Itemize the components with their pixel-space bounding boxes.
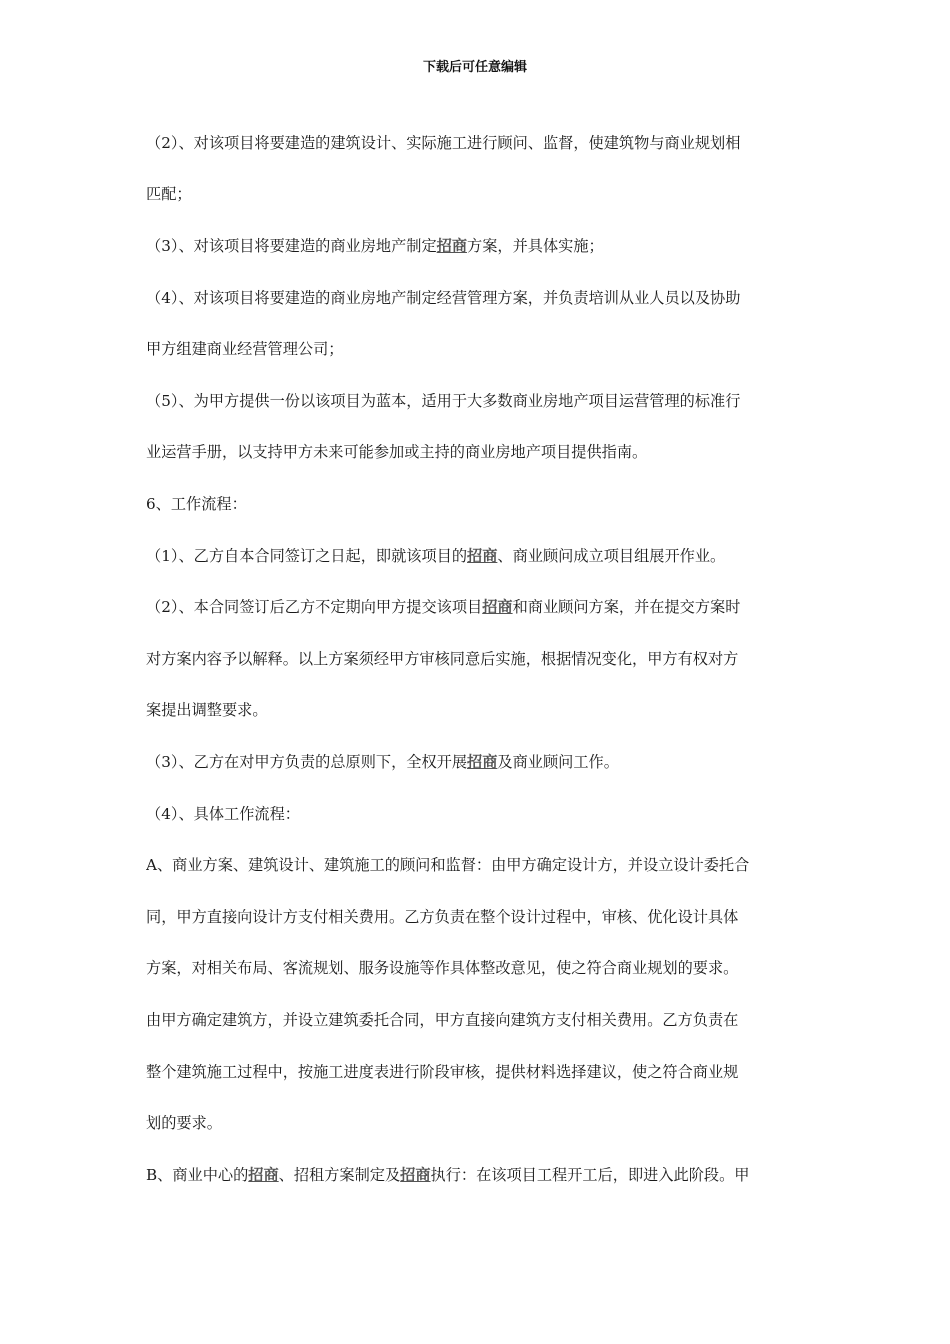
text-segment: 方案，对相关布局、客流规划、服务设施等作具体整改意见，使之符合商业规划的要求。 xyxy=(146,959,739,977)
text-segment: 方案，并具体实施； xyxy=(467,237,604,255)
text-segment: 同，甲方直接向设计方支付相关费用。乙方负责在整个设计过程中，审核、优化设计具体 xyxy=(146,908,739,926)
text-segment: 匹配； xyxy=(146,185,192,203)
text-line xyxy=(146,390,816,411)
text-segment: （4）、对该项目将要建造的商业房地产制定经营管理方案，并负责培训从业人员以及协助 xyxy=(146,289,741,307)
text-line xyxy=(146,699,816,720)
text-segment: 整个建筑施工过程中，按施工进度表进行阶段审核，提供材料选择建议，使之符合商业规 xyxy=(146,1063,739,1081)
text-line xyxy=(146,854,816,875)
text-line xyxy=(146,751,816,772)
text-segment: A、商业方案、建筑设计、建筑施工的顾问和监督：由甲方确定设计方，并设立设计委托合 xyxy=(146,856,750,874)
text-segment: 、商业顾问成立项目组展开作业。 xyxy=(497,547,726,565)
text-segment: （4）、具体工作流程： xyxy=(146,805,300,823)
text-line xyxy=(146,183,816,204)
keyword-link[interactable]: 招商 xyxy=(467,547,498,565)
text-line xyxy=(146,803,816,824)
text-line xyxy=(146,441,816,462)
page-header: 下载后可任意编辑 xyxy=(422,60,527,75)
text-segment: 业运营手册，以支持甲方未来可能参加或主持的商业房地产项目提供指南。 xyxy=(146,443,648,461)
text-segment: B、商业中心的 xyxy=(146,1166,249,1184)
text-line xyxy=(146,957,816,978)
text-line xyxy=(146,493,816,514)
text-segment: 和商业顾问方案，并在提交方案时 xyxy=(512,598,741,616)
text-line xyxy=(146,132,816,153)
text-line xyxy=(146,287,816,308)
text-segment: 甲方组建商业经营管理公司； xyxy=(146,340,344,358)
text-segment: （2）、本合同签订后乙方不定期向甲方提交该项目 xyxy=(146,598,483,616)
text-line xyxy=(146,648,816,669)
keyword-link[interactable]: 招商 xyxy=(248,1166,279,1184)
text-segment: 划的要求。 xyxy=(146,1114,222,1132)
text-segment: 执行：在该项目工程开工后，即进入此阶段。甲 xyxy=(430,1166,750,1184)
text-line xyxy=(146,545,816,566)
keyword-link[interactable]: 招商 xyxy=(436,237,468,255)
keyword-link[interactable]: 招商 xyxy=(467,753,498,771)
text-line xyxy=(146,1061,816,1082)
text-line xyxy=(146,235,816,256)
text-line xyxy=(146,1112,816,1133)
text-segment: 对方案内容予以解释。以上方案须经甲方审核同意后实施，根据情况变化，甲方有权对方 xyxy=(146,650,739,668)
text-segment: （2）、对该项目将要建造的建筑设计、实际施工进行顾问、监督，使建筑物与商业规划相 xyxy=(146,134,741,152)
text-line xyxy=(146,338,816,359)
keyword-link[interactable]: 招商 xyxy=(400,1166,431,1184)
text-segment: （3）、对该项目将要建造的商业房地产制定 xyxy=(146,237,437,255)
text-line xyxy=(146,1164,816,1185)
text-segment: （5）、为甲方提供一份以该项目为蓝本，适用于大多数商业房地产项目运营管理的标准行 xyxy=(146,392,741,410)
text-segment: （3）、乙方在对甲方负责的总原则下，全权开展 xyxy=(146,753,468,771)
text-line xyxy=(146,906,816,927)
text-segment: 由甲方确定建筑方，并设立建筑委托合同，甲方直接向建筑方支付相关费用。乙方负责在 xyxy=(146,1011,739,1029)
text-line xyxy=(146,596,816,617)
text-segment: 、招租方案制定及 xyxy=(278,1166,401,1184)
text-line xyxy=(146,1009,816,1030)
text-segment: 6、工作流程： xyxy=(146,495,247,513)
text-segment: 案提出调整要求。 xyxy=(146,701,268,719)
keyword-link[interactable]: 招商 xyxy=(482,598,513,616)
text-segment: 及商业顾问工作。 xyxy=(497,753,619,771)
text-segment: （1）、乙方自本合同签订之日起，即就该项目的 xyxy=(146,547,468,565)
